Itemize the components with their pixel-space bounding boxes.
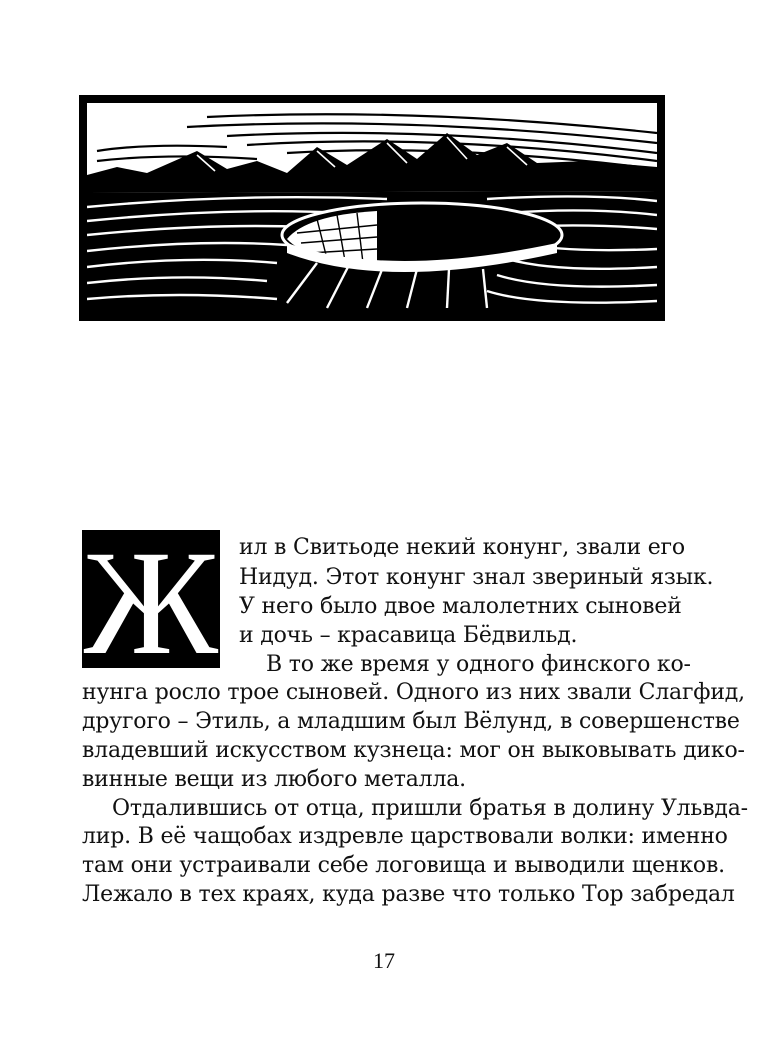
text-line: У него было двое малолетних сыновей xyxy=(239,594,682,619)
text-line: лир. В её чащобах издревле царствовали волки: именно xyxy=(82,824,728,849)
woodcut-illustration xyxy=(79,95,665,321)
page-number: 17 xyxy=(373,948,395,973)
text-line: Отдалившись от отца, пришли братья в долину Ульвда- xyxy=(112,796,748,821)
text-line: ил в Свитьоде некий конунг, звали его xyxy=(239,535,685,560)
text-line: нунга росло трое сыновей. Одного из них звали Слагфид, xyxy=(82,680,745,705)
woodcut-landscape-icon xyxy=(87,103,657,313)
text-line: владевший искусством кузнеца: мог он выковывать дико- xyxy=(82,738,745,763)
text-line: и дочь – красавица Бёдвильд. xyxy=(239,623,578,648)
text-line: В то же время у одного финского ко- xyxy=(266,652,691,677)
text-line: другого – Этиль, а младшим был Вёлунд, в совершенстве xyxy=(82,709,740,734)
text-line: Нидуд. Этот конунг знал звериный язык. xyxy=(239,565,714,590)
drop-cap xyxy=(82,520,220,686)
text-line: Лежало в тех краях, куда разве что только Тор забредал xyxy=(82,882,735,907)
drop-cap-letter: Ж xyxy=(83,520,219,686)
text-line: там они устраивали себе логовища и выводили щенков. xyxy=(82,853,725,878)
text-line: винные вещи из любого металла. xyxy=(82,767,466,792)
